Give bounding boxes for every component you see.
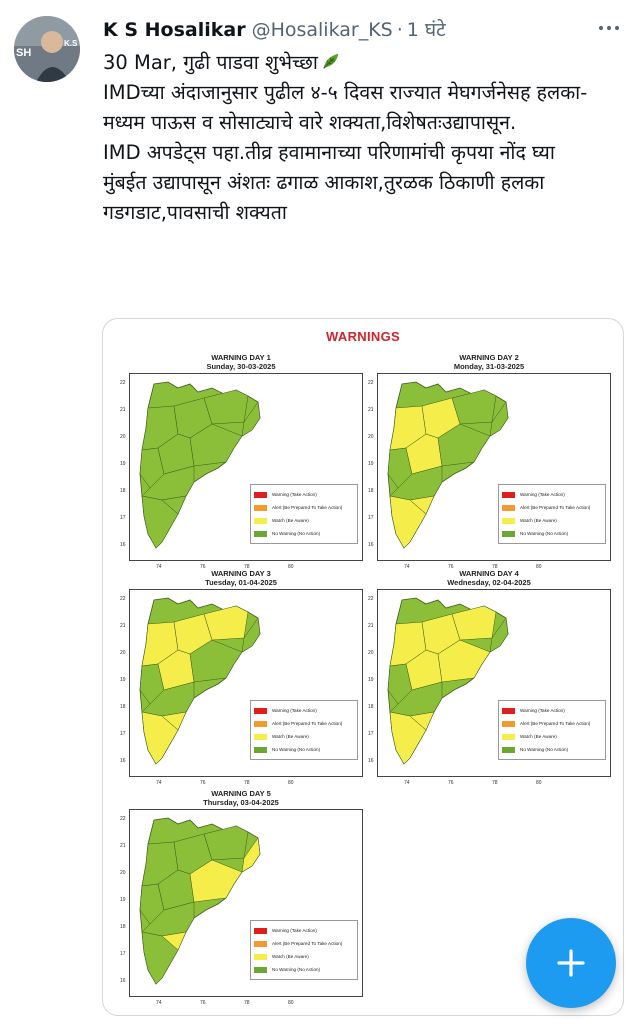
x-tick-label: 74: [404, 564, 410, 570]
legend-item: [254, 937, 354, 950]
panel-date: Tuesday, 01-04-2025: [205, 578, 277, 587]
x-tick-label: 80: [288, 780, 294, 786]
x-tick-label: 76: [200, 564, 206, 570]
panel-day: WARNING DAY 4: [459, 569, 519, 578]
warning-map-panel: [117, 569, 365, 797]
legend-swatch: [254, 967, 267, 973]
x-tick-label: 78: [244, 780, 250, 786]
legend-swatch: [502, 721, 515, 727]
legend-item: [254, 514, 354, 527]
legend-item: [254, 963, 354, 976]
legend-item: [254, 730, 354, 743]
tweet-line: [103, 48, 628, 78]
y-tick-label: 20: [120, 434, 126, 440]
y-tick-label: 21: [120, 843, 126, 849]
legend-swatch: [254, 721, 267, 727]
y-tick-label: 17: [120, 951, 126, 957]
map-frame: [120, 809, 363, 1006]
legend-item: [254, 743, 354, 756]
y-tick-label: 16: [368, 758, 374, 764]
legend-label: No Warning (No Action): [520, 747, 569, 752]
map-legend: [498, 484, 606, 544]
x-tick-label: 76: [200, 780, 206, 786]
y-tick-label: 21: [120, 623, 126, 629]
legend-swatch: [254, 734, 267, 740]
legend-item: [254, 501, 354, 514]
y-tick-label: 17: [368, 515, 374, 521]
legend-item: [502, 488, 602, 501]
legend-item: [254, 527, 354, 540]
x-tick-label: 80: [536, 780, 542, 786]
legend-label: Alert (Be Prepared To Take Action): [272, 941, 343, 946]
panel-day: WARNING DAY 5: [211, 789, 271, 798]
legend-label: Alert (Be Prepared To Take Action): [272, 721, 343, 726]
map-legend: [498, 700, 606, 760]
y-tick-label: 17: [368, 731, 374, 737]
legend-label: Watch (Be Aware): [272, 734, 309, 739]
y-tick-label: 19: [368, 461, 374, 467]
y-tick-label: 17: [120, 731, 126, 737]
legend-label: Alert (Be Prepared To Take Action): [272, 505, 343, 510]
y-tick-label: 21: [120, 407, 126, 413]
y-tick-label: 22: [120, 596, 126, 602]
legend-item: [502, 501, 602, 514]
y-tick-label: 22: [120, 816, 126, 822]
x-tick-label: 80: [288, 564, 294, 570]
panel-title: [117, 569, 365, 587]
tweet-header: [103, 16, 583, 46]
herb-leaf-icon: [320, 50, 342, 72]
more-dot-icon: [615, 26, 619, 30]
map-legend: [250, 920, 358, 980]
legend-label: No Warning (No Action): [520, 531, 569, 536]
y-tick-label: 16: [120, 758, 126, 764]
y-tick-label: 18: [120, 488, 126, 494]
panel-title: [365, 353, 613, 371]
legend-item: [254, 950, 354, 963]
x-tick-label: 80: [536, 564, 542, 570]
x-tick-label: 78: [244, 564, 250, 570]
legend-label: Watch (Be Aware): [272, 954, 309, 959]
author-handle[interactable]: @Hosalikar_KS: [251, 19, 393, 41]
legend-swatch: [254, 747, 267, 753]
map-frame: [120, 589, 363, 786]
x-tick-label: 74: [404, 780, 410, 786]
y-tick-label: 18: [368, 704, 374, 710]
panel-day: WARNING DAY 2: [459, 353, 519, 362]
x-tick-label: 78: [492, 564, 498, 570]
legend-swatch: [502, 492, 515, 498]
panel-day: WARNING DAY 3: [211, 569, 271, 578]
x-tick-label: 80: [288, 1000, 294, 1006]
legend-swatch: [254, 954, 267, 960]
warning-map-panel: [365, 569, 613, 797]
legend-item: [502, 527, 602, 540]
legend-swatch: [502, 505, 515, 511]
y-tick-label: 22: [368, 596, 374, 602]
timestamp[interactable]: 1 घंटे: [406, 19, 446, 41]
legend-item: [254, 488, 354, 501]
legend-label: Alert (Be Prepared To Take Action): [520, 721, 591, 726]
y-tick-label: 16: [120, 542, 126, 548]
panel-title: [117, 789, 365, 807]
tweet-line: IMDच्या अंदाजानुसार पुढील ४-५ दिवस राज्यात मेघगर्जनेसह हलका-मध्यम पाऊस व सोसाट्याचे वारे शक्यता,विशेषतःउद्यापासून.: [103, 81, 588, 134]
y-tick-label: 18: [368, 488, 374, 494]
media-image[interactable]: [102, 318, 624, 1016]
panel-day: WARNING DAY 1: [211, 353, 271, 362]
x-tick-label: 74: [156, 564, 162, 570]
separator: ·: [396, 19, 403, 41]
legend-label: No Warning (No Action): [272, 747, 321, 752]
x-tick-label: 76: [448, 564, 454, 570]
y-tick-label: 20: [120, 650, 126, 656]
y-tick-label: 19: [120, 897, 126, 903]
legend-item: [502, 717, 602, 730]
warning-map-panel: [117, 353, 365, 581]
legend-item: [502, 704, 602, 717]
y-tick-label: 19: [368, 677, 374, 683]
legend-item: [254, 717, 354, 730]
legend-swatch: [254, 518, 267, 524]
legend-swatch: [254, 492, 267, 498]
legend-label: Watch (Be Aware): [272, 518, 309, 523]
map-frame: [368, 589, 611, 786]
maharashtra-map: [134, 594, 264, 766]
legend-item: [502, 743, 602, 756]
panel-date: Wednesday, 02-04-2025: [447, 578, 531, 587]
maharashtra-map: [134, 814, 264, 986]
map-frame: [368, 373, 611, 570]
map-frame: [120, 373, 363, 570]
y-tick-label: 20: [368, 434, 374, 440]
panel-title: [117, 353, 365, 371]
y-tick-label: 20: [120, 870, 126, 876]
y-tick-label: 21: [368, 623, 374, 629]
legend-swatch: [502, 734, 515, 740]
x-tick-label: 76: [448, 780, 454, 786]
map-legend: [250, 484, 358, 544]
compose-button[interactable]: [526, 918, 616, 1008]
x-tick-label: 74: [156, 780, 162, 786]
legend-swatch: [254, 708, 267, 714]
y-tick-label: 22: [368, 380, 374, 386]
panel-date: Monday, 31-03-2025: [453, 362, 525, 371]
panel-title: [365, 569, 613, 587]
tweet-line: मुंबईत उद्यापासून अंशतः ढगाळ आकाश,तुरळक ठिकाणी हलका गडगडाट,पावसाची शक्यता: [103, 171, 545, 224]
legend-label: No Warning (No Action): [272, 531, 321, 536]
y-tick-label: 19: [120, 677, 126, 683]
maharashtra-map: [134, 378, 264, 550]
author-name[interactable]: K S Hosalikar: [103, 19, 246, 41]
legend-item: [502, 730, 602, 743]
y-tick-label: 18: [120, 924, 126, 930]
tweet-line: IMD अपडेट्स पहा.तीव्र हवामानाच्या परिणामांची कृपया नोंद घ्या: [103, 141, 555, 164]
legend-label: Warning (Take Action): [520, 492, 565, 497]
maharashtra-map: [382, 378, 512, 550]
y-tick-label: 21: [368, 407, 374, 413]
legend-label: Warning (Take Action): [272, 708, 317, 713]
legend-label: Warning (Take Action): [520, 708, 565, 713]
legend-swatch: [254, 531, 267, 537]
more-dot-icon: [607, 26, 611, 30]
media-title: WARNINGS: [326, 329, 400, 344]
map-legend: [250, 700, 358, 760]
more-options-button[interactable]: [599, 18, 625, 38]
warning-map-panel: [365, 353, 613, 581]
x-tick-label: 78: [244, 1000, 250, 1006]
warning-map-panel: [117, 789, 365, 1016]
legend-swatch: [254, 505, 267, 511]
x-tick-label: 76: [200, 1000, 206, 1006]
avatar[interactable]: [14, 16, 80, 82]
panel-date: Thursday, 03-04-2025: [203, 798, 279, 807]
panel-date: Sunday, 30-03-2025: [206, 362, 276, 371]
y-tick-label: 16: [120, 978, 126, 984]
legend-item: [254, 924, 354, 937]
plus-icon: [554, 946, 588, 980]
legend-swatch: [502, 518, 515, 524]
y-tick-label: 16: [368, 542, 374, 548]
legend-item: [502, 514, 602, 527]
x-tick-label: 78: [492, 780, 498, 786]
legend-swatch: [254, 928, 267, 934]
legend-label: Watch (Be Aware): [520, 734, 557, 739]
more-dot-icon: [599, 26, 603, 30]
y-tick-label: 19: [120, 461, 126, 467]
legend-swatch: [254, 941, 267, 947]
legend-label: Warning (Take Action): [272, 928, 317, 933]
y-tick-label: 22: [120, 380, 126, 386]
x-tick-label: 74: [156, 1000, 162, 1006]
tweet-text: [103, 48, 628, 228]
svg-text:K.S: K.S: [64, 39, 78, 48]
legend-label: Watch (Be Aware): [520, 518, 557, 523]
maharashtra-map: [382, 594, 512, 766]
legend-swatch: [502, 708, 515, 714]
legend-swatch: [502, 747, 515, 753]
avatar-image: [14, 16, 80, 82]
legend-label: Warning (Take Action): [272, 492, 317, 497]
legend-swatch: [502, 531, 515, 537]
svg-text:SH: SH: [16, 47, 32, 59]
legend-label: No Warning (No Action): [272, 967, 321, 972]
legend-label: Alert (Be Prepared To Take Action): [520, 505, 591, 510]
y-tick-label: 18: [120, 704, 126, 710]
y-tick-label: 17: [120, 515, 126, 521]
tweet-line-text: 30 Mar, गुढी पाडवा शुभेच्छा: [103, 51, 318, 74]
legend-item: [254, 704, 354, 717]
y-tick-label: 20: [368, 650, 374, 656]
